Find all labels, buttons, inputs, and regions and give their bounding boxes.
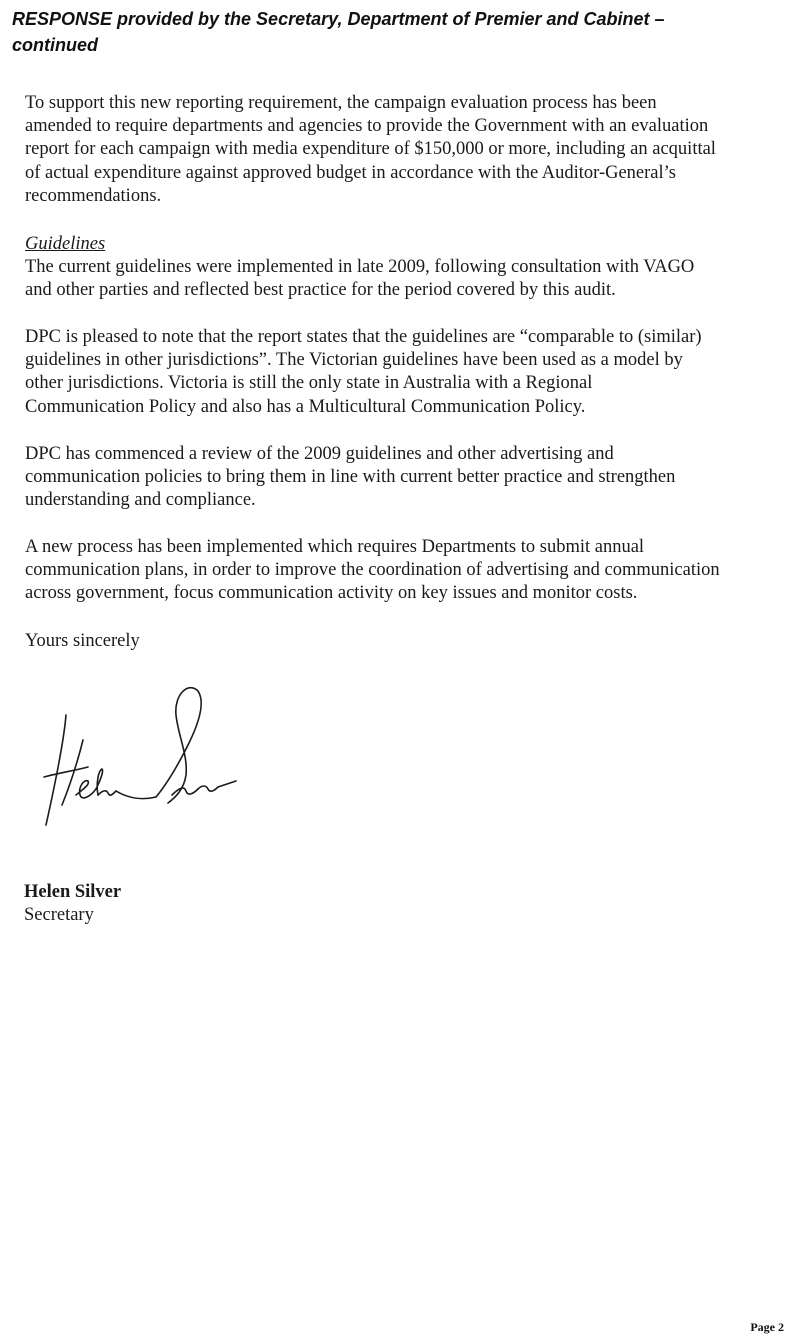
text-line: across government, focus communication activity on key issues and monitor costs. — [25, 583, 638, 604]
paragraph-5 — [25, 536, 720, 606]
page-number: Page 2 — [750, 1320, 784, 1334]
closing-line: Yours sincerely — [25, 631, 140, 651]
text-line: The current guidelines were implemented in late 2009, following consultation with VAGO — [25, 257, 695, 278]
text-line: other jurisdictions. Victoria is still the only state in Australia with a Regional — [25, 373, 593, 394]
header-line-1: RESPONSE provided by the Secretary, Department of Premier and Cabinet – — [12, 9, 665, 29]
text-line: understanding and compliance. — [25, 490, 256, 511]
signatory-name: Helen Silver — [24, 882, 122, 902]
text-line: report for each campaign with media expenditure of $150,000 or more, including an acquittal — [25, 139, 716, 160]
page-header — [12, 6, 802, 58]
paragraph-1 — [25, 92, 716, 208]
handwritten-signature — [38, 685, 238, 830]
text-line: and other parties and reflected best practice for the period covered by this audit. — [25, 280, 616, 301]
header-line-2: continued — [12, 35, 98, 55]
text-line: communication plans, in order to improve the coordination of advertising and communication — [25, 560, 720, 581]
text-line: of actual expenditure against approved budget in accordance with the Auditor-General’s — [25, 162, 676, 183]
text-line: communication policies to bring them in line with current better practice and strengthen — [25, 467, 676, 488]
text-line: To support this new reporting requirement, the campaign evaluation process has been — [25, 93, 657, 113]
text-line: Communication Policy and also has a Multicultural Communication Policy. — [25, 396, 586, 417]
text-line: amended to require departments and agencies to provide the Government with an evaluation — [25, 116, 709, 137]
signatory-title: Secretary — [24, 905, 94, 925]
text-line: guidelines in other jurisdictions”. The Victorian guidelines have been used as a model by — [25, 350, 683, 371]
paragraph-3 — [25, 326, 702, 419]
closing — [25, 630, 140, 653]
text-line: A new process has been implemented which requires Departments to submit annual — [25, 537, 645, 557]
text-line: DPC is pleased to note that the report states that the guidelines are “comparable to (similar) — [25, 327, 702, 347]
text-line: recommendations. — [25, 185, 162, 206]
paragraph-4 — [25, 443, 675, 513]
paragraph-guidelines — [25, 233, 694, 303]
section-heading: Guidelines — [25, 234, 106, 254]
text-line: DPC has commenced a review of the 2009 guidelines and other advertising and — [25, 444, 614, 464]
